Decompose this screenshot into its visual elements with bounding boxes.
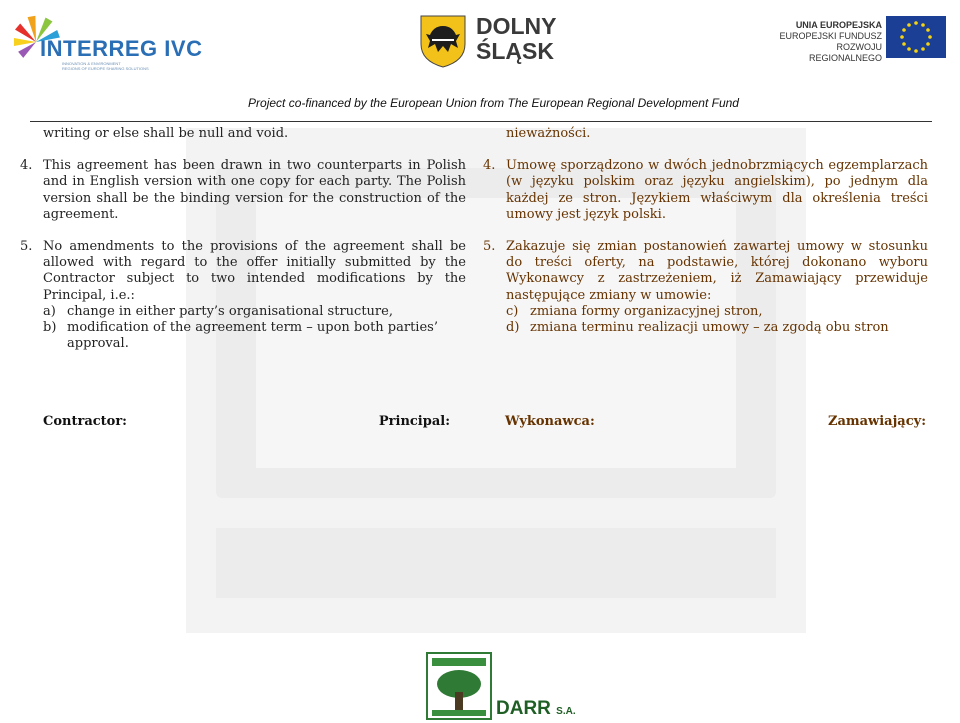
contractor-signature-label: Contractor: — [43, 414, 127, 429]
interreg-tagline: INNOVATION & ENVIRONMENT REGIONS OF EUROPE SHARING SOLUTIONS — [62, 61, 149, 71]
principal-signature-label: Principal: — [378, 414, 450, 429]
eu-flag-icon — [886, 16, 946, 58]
pl-clause-4-text: Umowę sporządzono w dwóch jednobrzmiących egzemplarzach (w języku polskim oraz języku angielskim), po jednym dla każdej ze stron. Językiem właściwym dla określenia treści umowy jest język polski. — [506, 158, 928, 222]
pl-clause-4 — [483, 158, 928, 223]
english-column — [20, 126, 466, 352]
pl-list-item: c) zmiana formy organizacyjnej stron, — [506, 303, 763, 319]
cofinanced-caption: Project co-financed by the European Union from The European Regional Development Fund — [248, 96, 739, 110]
darr-logo — [426, 652, 586, 722]
coat-of-arms-icon — [418, 14, 468, 68]
pl-clause-5-text: Zakazuje się zmian postanowień zawartej umowy w stosunku do treści oferty, na podstawie, której dokonano wyboru Wykonawcy z zastrzeżeniem, iż Zamawiający przewiduje następujące zmiany w umowie: — [506, 239, 928, 303]
dolny-slask-logo — [418, 12, 588, 70]
tree-icon — [426, 652, 494, 722]
wykonawca-signature-label: Wykonawca: — [505, 414, 595, 429]
slask-word: ŚLĄSK — [476, 38, 554, 64]
en-clause-4-text: This agreement has been drawn in two counterparts in Polish and in English version with one copy for each party. The Polish version shall be the binding version for the construction of the agreement. — [43, 158, 466, 222]
dolny-word: DOLNY — [476, 13, 557, 39]
polish-column — [483, 126, 928, 336]
zamawiajacy-signature-label: Zamawiający: — [827, 414, 926, 429]
eu-line-1: UNIA EUROPEJSKA — [795, 20, 882, 30]
pl-clause-5-number: 5. — [483, 239, 496, 255]
en-continuation: writing or else shall be null and void. — [43, 126, 289, 141]
header-divider — [30, 121, 932, 122]
pl-clause-5 — [483, 239, 928, 336]
pl-continuation: nieważności. — [506, 126, 591, 141]
interreg-brand: INTERREG IVC — [40, 36, 203, 61]
pl-list-item: d) zmiana terminu realizacji umowy – za zgodą obu stron — [506, 320, 889, 336]
eu-logo — [764, 10, 954, 70]
en-clause-5-text: No amendments to the provisions of the agreement shall be allowed with regard to the offer initially submitted by the Contractor subject to two intended modifications by the Principal, i.e.: — [43, 239, 466, 303]
en-clause-4-number: 4. — [20, 158, 33, 174]
en-clause-5 — [20, 239, 466, 352]
en-list-item: a) change in either party’s organisational structure, — [43, 303, 393, 319]
eu-line-2: EUROPEJSKI FUNDUSZ — [779, 31, 882, 41]
darr-brand: DARR S.A. — [496, 698, 576, 719]
en-clause-4 — [20, 158, 466, 223]
pl-clause-4-number: 4. — [483, 158, 496, 174]
interreg-logo — [6, 6, 203, 72]
eu-line-3: ROZWOJU REGIONALNEGO — [808, 42, 882, 63]
en-clause-5-number: 5. — [20, 239, 33, 255]
en-list-item: b) modification of the agreement term – upon both parties’ approval. — [43, 320, 438, 352]
